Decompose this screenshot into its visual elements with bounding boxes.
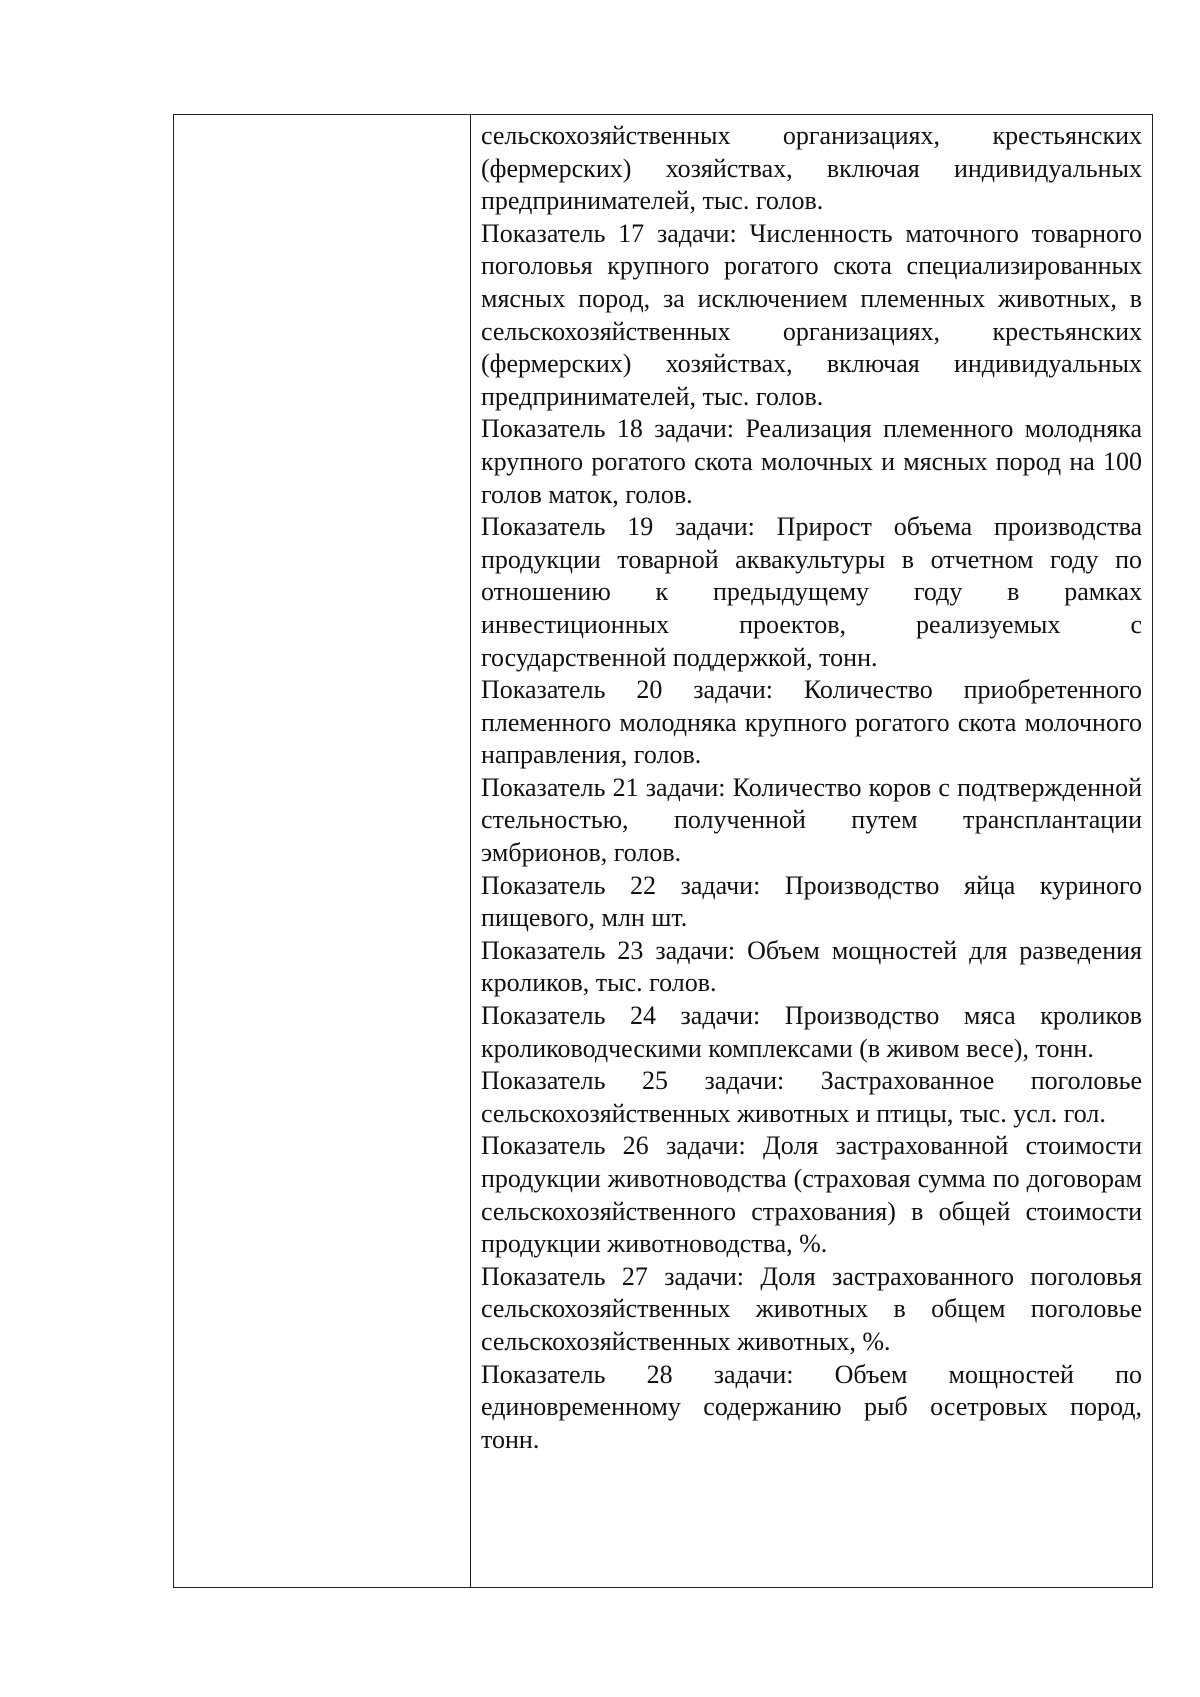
indicator-paragraph: Показатель 26 задачи: Доля застрахованной стоимости продукции животноводства (страховая сумма по договорам сельскохозяйственного страхования) в общей стоимости продукции животноводства, %.	[481, 1131, 1142, 1259]
indicator-paragraph: Показатель 17 задачи: Численность маточного товарного поголовья крупного рогатого скота специализированных мясных пород, за исключением племенных животных, в сельскохозяйственных организациях, крестьянских (фермерских) хозяйствах, включая индивидуальных предпринимателей, тыс. голов.	[481, 218, 1142, 411]
indicator-paragraph: Показатель 27 задачи: Доля застрахованного поголовья сельскохозяйственных животных в общем поголовье сельскохозяйственных животных, %.	[481, 1261, 1142, 1356]
indicator-paragraph: Показатель 24 задачи: Производство мяса кроликов кролиководческими комплексами (в живом весе), тонн.	[481, 1001, 1142, 1063]
indicator-paragraph: сельскохозяйственных организациях, крестьянских (фермерских) хозяйствах, включая индивидуальных предпринимателей, тыс. голов.	[481, 121, 1142, 216]
table-left-cell	[174, 115, 471, 1587]
indicator-paragraph: Показатель 22 задачи: Производство яйца куриного пищевого, млн шт.	[481, 870, 1142, 933]
indicator-paragraph: Показатель 25 задачи: Застрахованное поголовье сельскохозяйственных животных и птицы, тыс. усл. гол.	[481, 1066, 1142, 1128]
indicator-paragraph: Показатель 21 задачи: Количество коров с подтвержденной стельностью, полученной путем трансплантации эмбрионов, голов.	[481, 772, 1142, 868]
indicator-paragraph: Показатель 20 задачи: Количество приобретенного племенного молодняка крупного рогатого скота молочного направления, голов.	[481, 675, 1142, 770]
document-table	[173, 114, 1153, 1588]
table-right-cell	[471, 115, 1152, 1587]
indicator-paragraph: Показатель 23 задачи: Объем мощностей для разведения кроликов, тыс. голов.	[481, 935, 1142, 998]
indicator-paragraph: Показатель 28 задачи: Объем мощностей по единовременному содержанию рыб осетровых пород, тонн.	[481, 1359, 1142, 1454]
indicator-paragraph: Показатель 18 задачи: Реализация племенного молодняка крупного рогатого скота молочных и мясных пород на 100 голов маток, голов.	[481, 414, 1142, 509]
indicator-paragraph: Показатель 19 задачи: Прирост объема производства продукции товарной аквакультуры в отчетном году по отношению к предыдущему году в рамках инвестиционных проектов, реализуемых с государственной поддержкой, тонн.	[481, 512, 1142, 672]
